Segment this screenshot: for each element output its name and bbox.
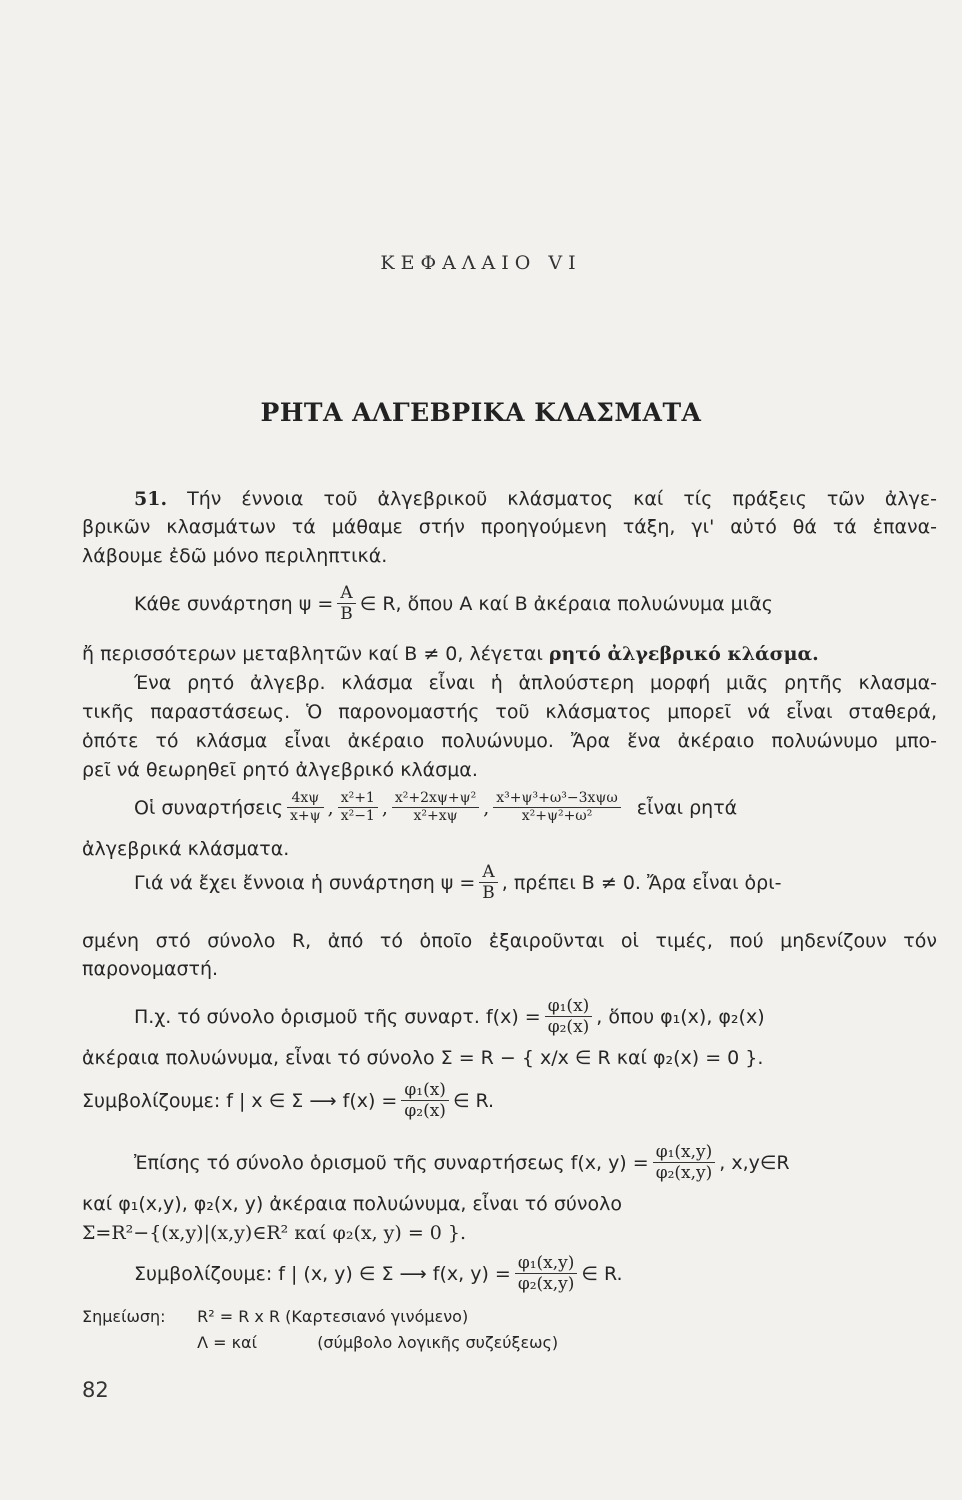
note-line1: Σημείωση: R² = R x R (Καρτεσιανό γινόμενο) <box>82 1307 469 1326</box>
example2-line3: Σ=R²−{(x,y)|(x,y)∈R² καί φ₂(x, y) = 0 }. <box>82 1222 467 1244</box>
example1-line2: ἀκέραια πολυώνυμα, εἶναι τό σύνολο Σ = R − { x/x ∈ R καί φ₂(x) = 0 }. <box>82 1047 764 1069</box>
section-number: 51. <box>134 488 168 510</box>
example2-line1: Ἐπίσης τό σύνολο ὁρισμοῦ τῆς συναρτήσεως f(x, y) = $\frac{\text{φ₁(x,y)}}{\text{φ₂(x,y)}}$ , x,y∈R <box>134 1142 790 1183</box>
domain-line1: Γιά νά ἔχει ἔννοια ἡ συνάρτηση ψ = $\frac{A}{B}$ , πρέπει B ≠ 0. Ἄρα εἶναι ὁρι- <box>134 862 782 903</box>
para51-line2: βρικῶν κλασμάτων τά μάθαμε στήν προηγούμενη τάξη, γι' αὐτό θά τά ἐπανα- <box>82 516 937 538</box>
examples-line2: ἀλγεβρικά κλάσματα. <box>82 838 290 860</box>
note-line2: Λ = καί (σύμβολο λογικῆς συζεύξεως) <box>197 1333 559 1352</box>
note-label: Σημείωση: <box>82 1307 166 1326</box>
symbol2-line: Συμβολίζουμε: f | (x, y) ∈ Σ ⟶ f(x, y) = $\frac{\text{φ₁(x,y)}}{\text{φ₂(x,y)}}$ ∈ R. <box>134 1253 623 1294</box>
para2-line4: ρεῖ νά θεωρηθεῖ ρητό ἀλγεβρικό κλάσμα. <box>82 759 478 781</box>
para2-line1: Ένα ρητό ἀλγεβρ. κλάσμα εἶναι ἡ ἁπλούστερη μορφή μιᾶς ρητῆς κλασμα- <box>134 672 937 694</box>
example1-fraction: $\frac{\text{φ₁(x)}}{\text{φ₂(x)}}$ <box>545 996 593 1037</box>
definition-line2: ἤ περισσότερων μεταβλητῶν καί B ≠ 0, λέγεται ρητό ἀλγεβρικό κλάσμα. <box>82 643 819 665</box>
examples-line1: Οἱ συναρτήσεις $\frac{4x\psi}{x+\psi}$ , $\frac{\text{x²+1}}{\text{x²−1}}$ , $\frac{\text{x²+2xψ+ψ²}}{\text{x²+xψ}}$ , $\frac{\text{x³+ψ³+ω³−3xψω}}{\text{x²+ψ²+ω²}}$ εἶναι ρητά <box>134 790 738 824</box>
para2-line3: ὁπότε τό κλάσμα εἶναι ἀκέραιο πολυώνυμο. Ἄρα ἕνα ἀκέραιο πολυώνυμο μπο- <box>82 730 937 752</box>
defined-term: ρητό ἀλγεβρικό κλάσμα. <box>548 643 819 665</box>
example1-line1: Π.χ. τό σύνολο ὁρισμοῦ τῆς συναρτ. f(x) = $\frac{\text{φ₁(x)}}{\text{φ₂(x)}}$ , ὅπου φ₁(x), φ₂(x) <box>134 996 765 1037</box>
chapter-heading: ΚΕΦΑΛΑΙΟ VI <box>380 252 582 274</box>
example-fraction-4: $\frac{\text{x³+ψ³+ω³−3xψω}}{\text{x²+ψ²+ω²}}$ <box>493 790 621 825</box>
example-fraction-3: $\frac{\text{x²+2xψ+ψ²}}{\text{x²+xψ}}$ <box>392 790 479 825</box>
para2-line2: τικῆς παραστάσεως. Ὁ παρονομαστής τοῦ κλάσματος μπορεῖ νά εἶναι σταθερά, <box>82 701 937 723</box>
example2-line2: καί φ₁(x,y), φ₂(x, y) ἀκέραια πολυώνυμα, εἶναι τό σύνολο <box>82 1193 622 1215</box>
page-number: 82 <box>82 1378 109 1402</box>
fraction-a-over-b: $\frac{A}{B}$ <box>337 583 356 624</box>
domain-fraction: $\frac{A}{B}$ <box>479 862 498 903</box>
domain-line2: σμένη στό σύνολο R, ἀπό τό ὁποῖο ἐξαιροῦνται οἱ τιμές, πού μηδενίζουν τόν <box>82 930 937 952</box>
chapter-title: ΡΗΤΑ ΑΛΓΕΒΡΙΚΑ ΚΛΑΣΜΑΤΑ <box>260 398 702 427</box>
example-fraction-2: $\frac{\text{x²+1}}{\text{x²−1}}$ <box>338 790 378 825</box>
definition-line1: Κάθε συνάρτηση ψ = $\frac{A}{B}$ ∈ R, ὅπου A καί B ἀκέραια πολυώνυμα μιᾶς <box>134 583 773 624</box>
example2-fraction: $\frac{\text{φ₁(x,y)}}{\text{φ₂(x,y)}}$ <box>653 1142 716 1183</box>
domain-line3: παρονομαστή. <box>82 958 219 980</box>
example-fraction-1: $\frac{4x\psi}{x+\psi}$ <box>287 790 324 825</box>
symbol1-line: Συμβολίζουμε: f | x ∈ Σ ⟶ f(x) = $\frac{\text{φ₁(x)}}{\text{φ₂(x)}}$ ∈ R. <box>82 1080 495 1121</box>
symbol1-fraction: $\frac{\text{φ₁(x)}}{\text{φ₂(x)}}$ <box>401 1080 449 1121</box>
symbol2-fraction: $\frac{\text{φ₁(x,y)}}{\text{φ₂(x,y)}}$ <box>515 1253 578 1294</box>
para51-line3: λάβουμε ἐδῶ μόνο περιληπτικά. <box>82 545 388 567</box>
para51-line1: 51. Τήν έννοια τοῦ ἀλγεβρικοῦ κλάσματος καί τίς πράξεις τῶν ἀλγε- <box>134 488 937 510</box>
